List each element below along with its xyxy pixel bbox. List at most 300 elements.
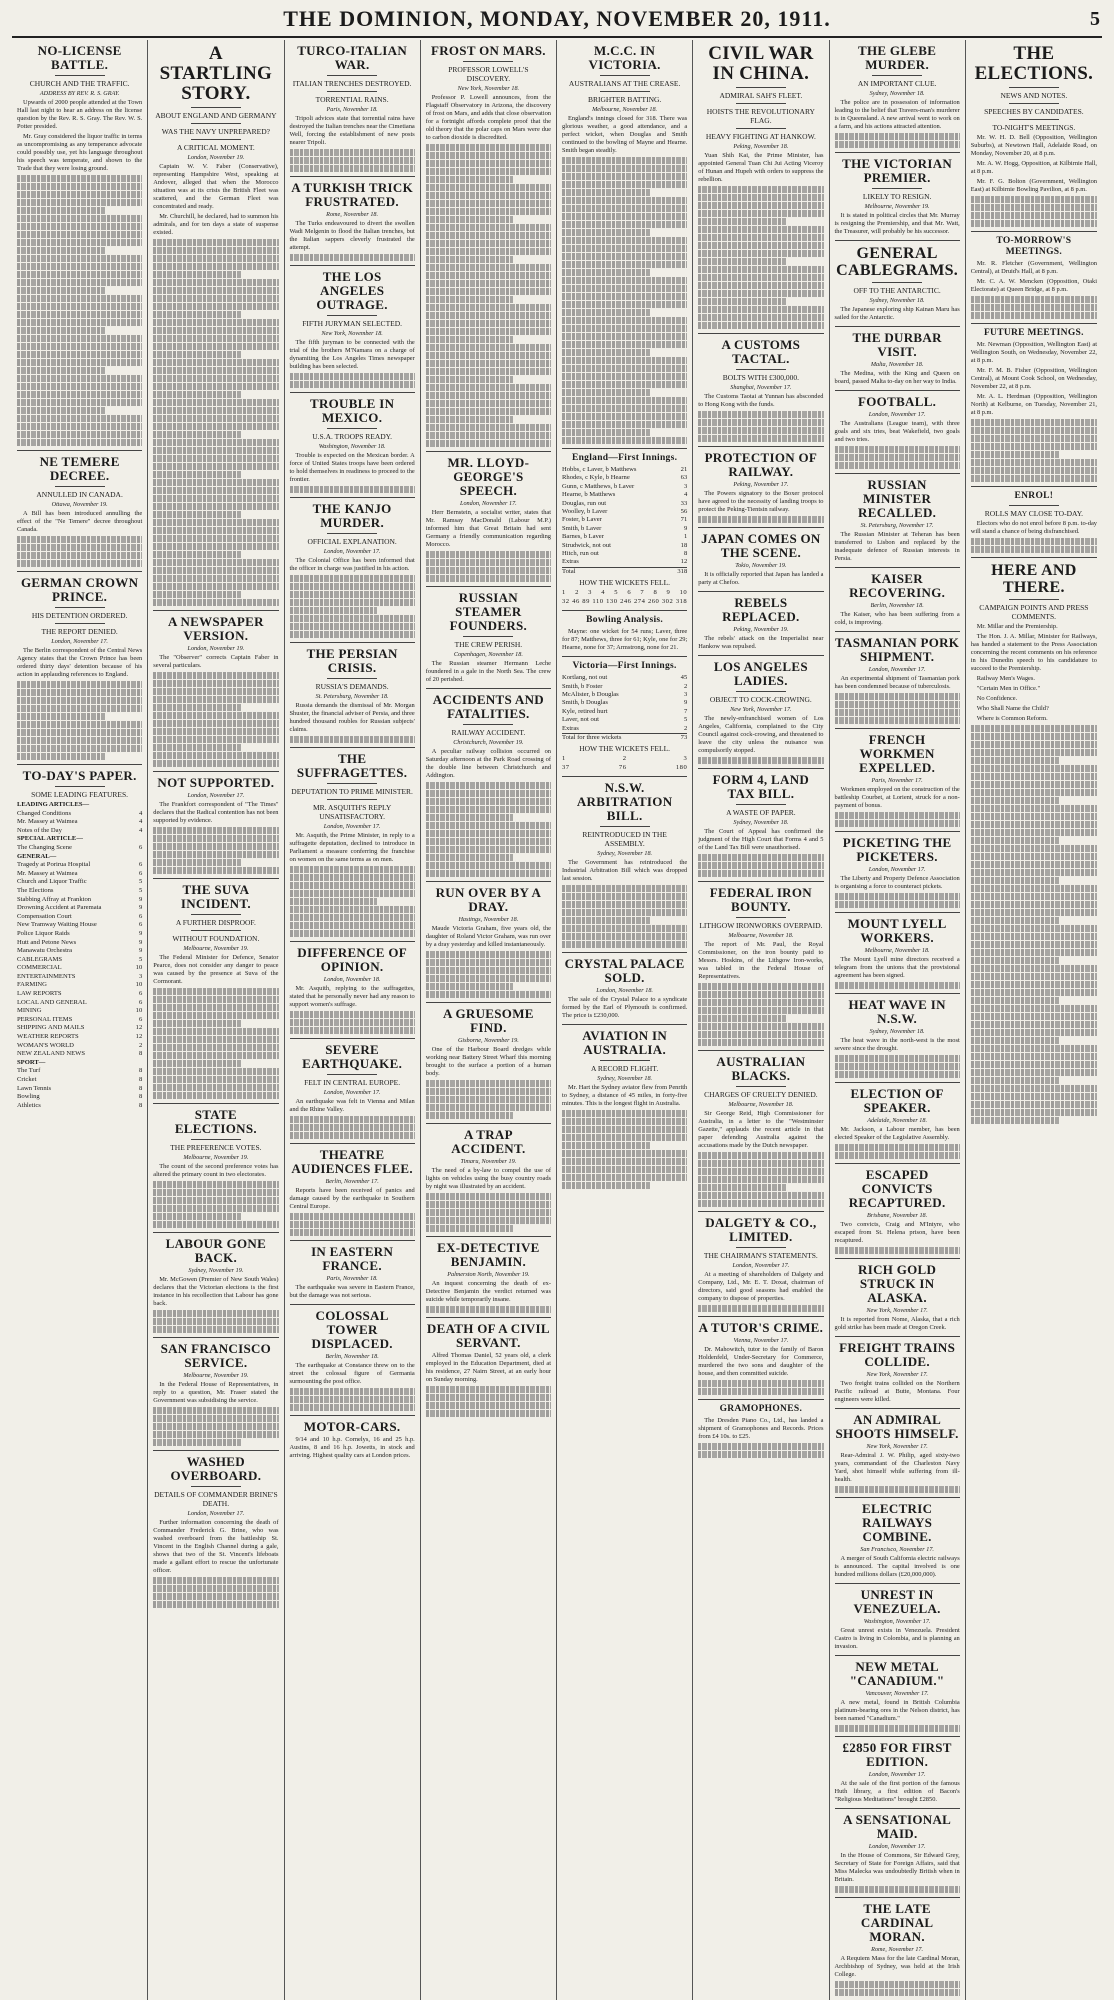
contents-item [17,844,142,853]
article-body [562,1084,687,1108]
score-row [562,683,687,691]
article-body [153,1381,278,1405]
article-body [562,859,687,883]
wicket-runs: 302 [661,597,674,605]
text-line [426,1225,514,1232]
article-body [971,341,1097,417]
paragraph: The Liberty and Property Defence Association is organising a force to counteract pickets. [834,875,960,890]
contents-label: NEW ZEALAND NEWS [17,1050,86,1058]
paragraph: Dr. Mahowitch, tutor to the family of Baron Holdenfeld, Under-Secretary for Commerce, murdered the two sons and daughter of the house, and then committed suicide. [698,1346,824,1377]
contents-item [17,1102,142,1111]
text-line [290,1396,415,1403]
article-body [426,94,551,142]
text-line [562,885,687,892]
contents-label: LAW REPORTS [17,990,62,998]
text-line [153,311,241,318]
dateline: Paris, November 18. [326,106,378,113]
text-line [698,298,786,305]
paragraph: Professor P. Lowell announces, from the Flagstaff Observatory in Arizona, the discovery of frost on Mars, and adds that close observation for a fortnight affords complete proof that the old theory that the polar caps on Mars were due to carbon dioxide is discredited. [425,94,551,141]
subheading: DEPUTATION TO PRIME MINISTER. [291,787,413,796]
text-line [153,1012,278,1019]
text-line [290,157,415,164]
article-body [426,925,551,949]
text-line [290,486,415,493]
text-line [290,922,415,929]
headline: THE SUVA INCIDENT. [180,882,251,911]
batsman: Rhodes, c Kyle, b Hearne [562,474,630,482]
article-body [835,675,960,691]
text-line [562,429,650,436]
text-line [426,424,551,431]
wicket-runs: 274 [634,597,646,605]
text-line [835,901,960,908]
rule [327,678,377,679]
text-line [971,845,1097,852]
text-line [153,391,241,398]
text-line [698,999,823,1006]
text-line [153,519,278,526]
text-line [426,790,551,797]
dateline: Melbourne, November 18. [728,932,794,939]
article-body [17,99,142,173]
article-separator [290,1143,415,1144]
subheading: CAMPAIGN POINTS AND PRESS COMMENTS. [979,603,1089,621]
article-separator [562,1024,687,1025]
rule [600,826,650,827]
text-line [698,1039,823,1046]
text-line [698,1176,823,1183]
paragraph: The fifth juryman to be connected with the trial of the brothers M'Namara on a charge of dynamiting the Los Angeles Times newspaper building has been selected. [289,339,415,370]
subheading: SOME LEADING FEATURES. [31,790,129,799]
subheading: OBJECT TO COCK-CROWING. [709,695,812,704]
text-line [971,821,1097,828]
paragraph: The police are in possession of information leading to the belief that Travers-man's murderer is in Queensland. A new arrival went to work on a farm, and his actions attracted attention. [834,99,960,130]
article-body [426,1352,551,1384]
headline: FORM 4, LAND TAX BILL. [712,772,810,801]
headline: MR. LLOYD-GEORGE'S SPEECH. [447,455,530,498]
wicket-number: 8 [653,589,658,597]
text-line [698,282,823,289]
text-line [17,552,142,559]
paragraph: Mr. Gray considered the liquor traffic in terms as uncompromising as any temperance advocate could possibly use, yet his language throughout his speech was temperate, and shown to the Trade that they were losing ground. [17,133,143,172]
subheading: LIKELY TO RESIGN. [862,192,932,201]
subheading: LITHGOW IRONWORKS OVERPAID. [699,921,823,930]
text-line [17,351,142,358]
batsman: Strudwick, not out [562,541,611,549]
headline: ESCAPED CONVICTS RECAPTURED. [848,1167,946,1210]
text-line [153,471,241,478]
paragraph: The Federal Minister for Defence, Senator Pearce, does not consider any danger to peace was caused by the presence at Suva of the Cormorant. [153,954,279,985]
text-line [562,245,687,252]
text-line [426,1096,551,1103]
subheading: ROLLS MAY CLOSE TO-DAY. [984,509,1084,518]
text-line [153,1181,278,1188]
headline: SEVERE EARTHQUAKE. [302,1042,403,1071]
subheading: TORRENTIAL RAINS. [315,95,389,104]
text-line [426,559,551,566]
rule [736,917,786,918]
text-line [971,443,1097,450]
dateline: Palmerston North, November 19. [447,1271,530,1278]
text-line [426,567,551,574]
paragraph: The Mount Lyell mine directors received a telegram from the unions that the provisional agreement has been signed. [834,956,960,979]
rule [327,1074,377,1075]
headline: SAN FRANCISCO SERVICE. [160,1341,272,1370]
headline: FOOTBALL. [858,394,937,409]
headline: ACCIDENTS AND FATALITIES. [432,692,544,721]
text-line [153,744,241,751]
text-line [562,333,687,340]
wicket-number: 7 [640,589,645,597]
article-body [698,635,823,651]
text-line [562,933,687,940]
article-body [290,452,415,484]
text-line [698,862,823,869]
fall-of-wickets-label: HOW THE WICKETS FELL. [579,744,671,754]
subheading: FELT IN CENTRAL EUROPE. [304,1078,401,1087]
dateline: Washington, November 17. [863,1618,931,1625]
text-line [835,1152,960,1159]
text-line [17,263,142,270]
article-body [426,1167,551,1191]
paragraph: The Australians (League team), with three goals and six tries, beat Wakefield, two goals and two tries. [834,420,960,443]
article-body [290,1436,415,1460]
text-line [153,479,278,486]
text-line [153,1004,278,1011]
dateline: Paris, November 17. [871,777,923,784]
text-line [698,258,786,265]
headline: THE DURBAR VISIT. [852,330,942,359]
dateline: London, November 17. [868,666,926,673]
text-line [971,1037,1059,1044]
contents-label: Mr. Massey at Waimea [17,869,78,877]
wicket-runs: 37 [562,763,570,771]
text-line [971,546,1097,553]
subheading: THE CREW PERISH. [454,640,523,649]
headline: THE KANJO MURDER. [312,501,392,530]
contents-item [17,870,142,879]
paragraph: Maude Victoria Graham, five years old, the daughter of Roland Victor Graham, was run over by a dray yesterday and killed instantaneously. [425,925,551,948]
runs-row [562,764,687,772]
batsman: Kyle, retired hurt [562,707,608,715]
article [698,591,823,651]
contents-item [17,835,142,844]
paragraph: Further information concerning the death of Commander Frederick G. Brine, who was washed overboard from the battleship St. Vincent in the English Channel during a gale, shows that two of the St. Vincent's lifeboats made a gallant effort to rescue the unfortunate officer. [153,1519,279,1574]
dateline: New York, November 17. [866,1443,928,1450]
article [426,881,551,998]
paragraph: Alfred Thomas Daniel, 52 years old, a clerk employed in the Education Department, died at his residence, 27 Nairn Street, at an early hour on Sunday morning. [425,1352,551,1383]
text-line [153,1205,278,1212]
rule [327,315,377,316]
text-line [290,591,415,598]
contents-item [17,896,142,905]
text-line [426,1104,551,1111]
contents-item [17,878,142,887]
article-separator [153,771,278,772]
text-line [562,389,650,396]
wicket-number: 1 [562,755,566,763]
text-line [562,365,687,372]
subheading: TO-NIGHT'S MEETINGS. [992,123,1076,132]
text-line [153,551,241,558]
batsman: Extras [562,724,579,732]
text-line [153,423,278,430]
text-line [290,381,415,388]
rule [55,786,105,787]
text-line [17,239,142,246]
article [153,1337,278,1446]
headline: THE VICTORIAN PREMIER. [842,156,953,185]
text-line [426,1394,551,1401]
article [290,747,415,937]
wicket-number: 1 [562,589,566,597]
newspaper-columns [12,40,1102,1978]
text-line [971,538,1097,545]
contents-page: 8 [138,1076,143,1083]
headline: LABOUR GONE BACK. [165,1236,267,1265]
text-line [562,413,687,420]
article [971,486,1097,553]
text-line [290,149,415,156]
text-line [426,822,551,829]
article-separator [835,1897,960,1898]
contents-item [17,1067,142,1076]
contents-label: Tragedy at Porirua Hospital [17,861,91,869]
text-line [426,1201,551,1208]
text-line [153,351,241,358]
text-line [153,1092,278,1099]
subheading: THE CHAIRMAN'S STATEMENTS. [703,1251,818,1260]
paragraph: Mr. C. A. W. Mencken (Opposition, Otaki Electorate) at Queen Bridge, at 8 p.m. [970,278,1097,293]
subheading: DETAILS OF COMMANDER BRINE'S DEATH. [154,1490,278,1508]
text-line [17,183,142,190]
text-line [153,1407,278,1414]
text-line [153,1036,278,1043]
text-line [426,551,551,558]
headline: UNREST IN VENEZUELA. [853,1587,941,1616]
article-body [835,611,960,627]
text-line [426,384,551,391]
contents-item [17,1085,142,1094]
wickets-row [562,589,687,597]
runs: 2 [683,724,688,732]
text-line [971,220,1097,227]
subheading: A FURTHER DISPROOF. [175,918,256,927]
article-separator [290,497,415,498]
contents-item [17,1007,142,1016]
contents-label: COMMERCIAL [17,964,62,972]
contents-item [17,1033,142,1042]
dateline: London, November 19. [187,645,245,652]
contents-page: 5 [138,886,143,894]
paragraph: An experimental shipment of Tasmanian pork has been condemned because of tuberculosis. [834,675,960,690]
runs: 318 [677,567,688,575]
text-line [698,234,823,241]
text-line [698,1192,823,1199]
wicket-runs: 260 [647,597,660,605]
paragraph: It is officially reported that Japan has landed a party at Chefoo. [698,571,824,586]
text-line [153,535,278,542]
text-line [153,1310,278,1317]
paragraph: Two freight trains collided on the Northern Pacific railroad at Butte, Montana. Four engineers were killed. [834,1380,960,1403]
contents-page: 6 [138,912,143,920]
text-line [290,1019,415,1026]
paragraph: The Turks endeavoured to divert the swollen Wadi Melgenin to flood the Italian trenches, but the Italian sappers cleverly frustrated the attempt. [289,220,415,251]
article [698,527,823,587]
text-line [426,983,514,990]
rule [55,607,105,608]
contents-label: WEATHER REPORTS [17,1033,79,1041]
headline: CRYSTAL PALACE SOLD. [564,956,685,986]
contents-item [17,1093,142,1102]
article-body [698,490,823,514]
subheading: THE REPORT DENIED. [41,627,118,636]
text-line [290,874,415,881]
article-separator [971,486,1097,487]
headline: MOUNT LYELL WORKERS. [847,916,947,945]
headline: A SENSATIONAL MAID. [843,1812,952,1841]
text-line [971,427,1097,434]
text-line [698,266,823,273]
paragraph: Mr. A. L. Herdman (Opposition, Wellington North) at Kelburne, on Tuesday, November 21, at 8 p.m. [970,393,1097,416]
text-line [562,941,687,948]
rule [736,1086,786,1087]
article-body [290,557,415,573]
paragraph: At the sale of the first portion of the famous Huth library, a first edition of Bacon's "Religious Meditations" brought £2850. [834,1780,960,1803]
runs: 4 [683,491,688,499]
paragraph: One of the Harbour Board dredges while working near Battery Street Wharf this morning brought to the surface a portion of a human body. [425,1046,551,1077]
article-separator [835,240,960,241]
text-line [426,408,551,415]
paragraph: The Frankfort correspondent of "The Times" declares that the Radical contention has not been supported by evidence. [153,801,279,824]
contents-label: The Elections [17,886,54,894]
runs: 71 [680,516,688,524]
batsman: Total for three wickets [562,733,622,741]
contents-item [17,1059,142,1068]
dateline: Melbourne, November 19. [864,203,930,210]
headline: HERE AND THERE. [991,562,1077,596]
text-line [290,1027,415,1034]
article [698,655,823,764]
rule [736,103,786,104]
paragraph: The heat wave in the north-west is the most severe since the drought. [834,1037,960,1052]
contents-item [17,818,142,827]
contents-page: 9 [138,929,143,937]
text-line [153,367,278,374]
text-line [17,319,142,326]
text-line [426,967,551,974]
contents-item [17,904,142,913]
rule [191,139,241,140]
contents-page: 8 [138,1067,143,1075]
contents-label: Athletics [17,1101,41,1109]
contents-page: 9 [138,947,143,955]
text-line [562,373,687,380]
text-line [153,1084,278,1091]
article-body [153,163,278,237]
text-line [971,925,1097,932]
scorecard [562,466,687,606]
text-line [698,218,786,225]
text-line [835,701,960,708]
text-line [562,1134,687,1141]
text-line [971,725,1097,732]
headline: NEW METAL "CANADIUM." [849,1659,945,1688]
text-line [698,1305,823,1312]
paragraph: Workmen employed on the construction of the battleship Courbet, at Lorient, struck for a non-payment of bonus. [834,786,960,809]
dateline: Rome, November 18. [326,211,379,218]
text-line [153,672,278,679]
dateline: St. Petersburg, November 18. [315,693,389,700]
text-line [153,760,278,767]
headline: DALGETY & CO., LIMITED. [705,1215,817,1244]
paragraph: Herr Bernstein, a socialist writer, states that Mr. Ramsay MacDonald (Labour M.P.) informed him that Great Britain had sent Germany a friendly communication regarding Morocco. [425,509,551,548]
text-line [971,805,1097,812]
text-line [698,1031,823,1038]
text-line [153,1326,278,1333]
paragraph: The rebels' attack on the Imperialist near Hankow was repulsed. [698,635,824,650]
headline: NO-LICENSE BATTLE. [37,43,122,72]
rule [191,123,241,124]
paragraph: The need of a by-law to compel the use of lights on vehicles using the busy country roads by night was illustrated by an accident. [425,1167,551,1190]
article-body [153,1519,278,1575]
dateline: Sydney, November 18. [869,90,925,97]
text-line [153,343,278,350]
dateline: Paris, November 18. [326,1275,378,1282]
wicket-number: 3 [683,755,688,763]
headline: GERMAN CROWN PRINCE. [20,575,139,604]
headline: A TUTOR'S CRIME. [698,1320,824,1335]
contents-label: New Tramway Waiting House [17,921,97,929]
contents-label: Bowling [17,1093,40,1101]
text-line [153,712,278,719]
headline: EX-DETECTIVE BENJAMIN. [437,1240,540,1269]
paragraph: A merger of South California electric railways is announced. The capital involved is one hundred millions dollars (£20,000,000). [834,1555,960,1578]
text-line [835,1144,960,1151]
rule [1009,87,1060,88]
text-line [153,1439,241,1446]
headline: JAPAN COMES ON THE SCENE. [701,531,821,560]
contents-page: 8 [138,1093,143,1101]
text-line [698,435,823,442]
text-line [562,1110,687,1117]
contents-item [17,921,142,930]
text-line [153,1431,278,1438]
paragraph: The Berlin correspondent of the Central News Agency states that the Crown Prince has been ordered thirty days' detention because of his action in applauding references to England. [17,647,143,678]
text-line [562,261,687,268]
dateline: London, November 17. [187,792,245,799]
article-body [835,212,960,236]
text-line [835,141,960,148]
paragraph: The Russian steamer Hermann Leche foundered in a gale in the North Sea. The crew of 20 perished. [425,660,551,683]
text-line [153,1601,278,1608]
rule [736,87,786,88]
article-separator [153,1337,278,1338]
headline: A GRUESOME FIND. [442,1006,534,1035]
article [835,1336,960,1404]
article [971,323,1097,482]
dateline: Malta, November 18. [870,361,924,368]
runs: 5 [683,716,688,724]
scorecard [562,674,687,772]
article [835,390,960,469]
dateline: Melbourne, November 18. [592,106,658,113]
headline: THE LATE CARDINAL MORAN. [860,1901,934,1944]
dateline: Peking, November 17. [733,481,789,488]
article-separator [426,1236,551,1237]
text-line [562,397,687,404]
text-line [153,696,278,703]
